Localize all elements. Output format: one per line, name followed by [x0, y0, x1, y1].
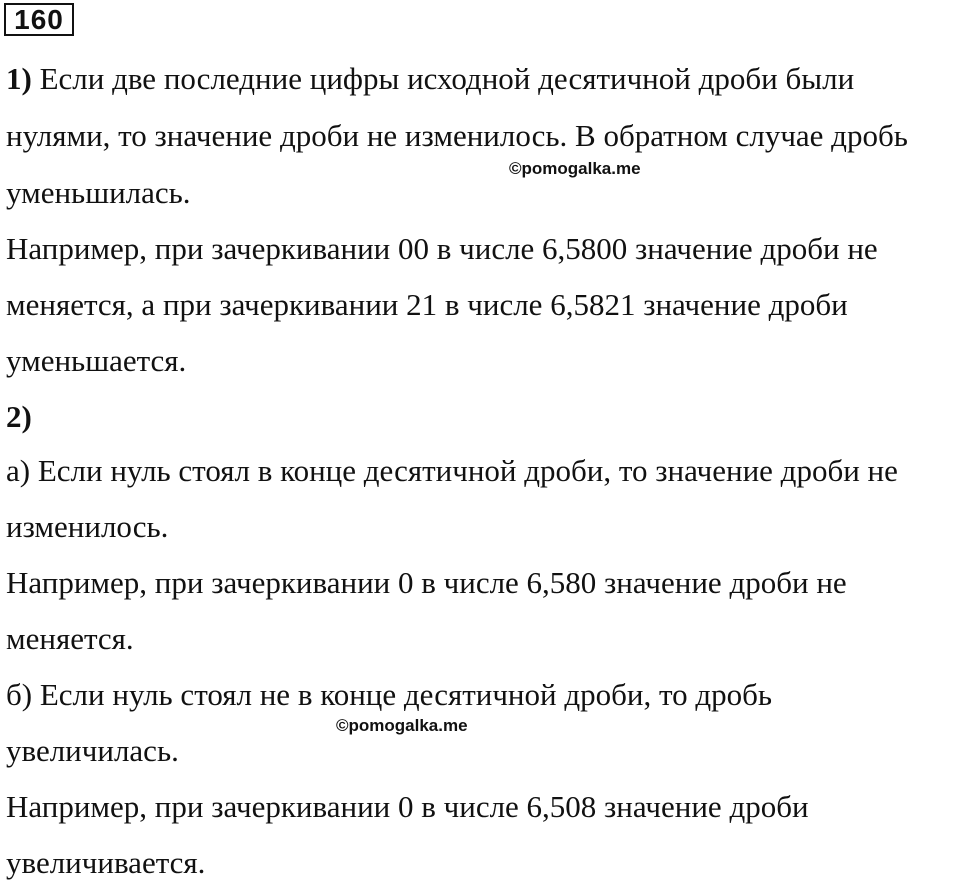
line-text: Если две последние цифры исходной десятичной дроби были: [31, 61, 855, 96]
line-text: уменьшилась.: [6, 175, 191, 210]
text-line-3: [6, 175, 191, 211]
watermark: ©pomogalka.me: [509, 159, 641, 178]
text-line-10: [6, 565, 847, 601]
line-text: меняется, а при зачеркивании 21 в числе 6,5821 значение дроби: [6, 287, 848, 322]
line-text: Например, при зачеркивании 0 в числе 6,508 значение дроби: [6, 789, 809, 824]
text-line-11: [6, 621, 134, 657]
line-text: нулями, то значение дроби не изменилось. В обратном случае дробь: [6, 118, 908, 153]
line-text: увеличилась.: [6, 733, 179, 768]
task-number-box: 160: [4, 3, 74, 36]
text-line-5: [6, 287, 848, 323]
line-text: а) Если нуль стоял в конце десятичной дроби, то значение дроби не: [6, 453, 898, 488]
text-line-9: [6, 509, 168, 545]
text-line-7: [6, 399, 32, 435]
line-text: уменьшается.: [6, 343, 187, 378]
line-text: Например, при зачеркивании 0 в числе 6,580 значение дроби не: [6, 565, 847, 600]
text-line-14: [6, 789, 809, 825]
line-text: изменилось.: [6, 509, 169, 544]
watermark: ©pomogalka.me: [336, 716, 468, 735]
line-text: Например, при зачеркивании 00 в числе 6,5800 значение дроби не: [6, 231, 878, 266]
part-marker: 1): [6, 61, 32, 96]
line-text: меняется.: [6, 621, 134, 656]
part-marker: 2): [6, 399, 32, 434]
text-line-4: [6, 231, 878, 267]
line-text: б) Если нуль стоял не в конце десятичной дроби, то дробь: [6, 677, 773, 712]
line-text: увеличивается.: [6, 845, 206, 880]
text-line-13: [6, 733, 179, 769]
text-line-2: [6, 118, 908, 154]
text-line-12: [6, 677, 772, 713]
text-line-1: [6, 61, 854, 97]
text-line-8: [6, 453, 898, 489]
text-line-6: [6, 343, 186, 379]
text-line-15: [6, 845, 205, 881]
